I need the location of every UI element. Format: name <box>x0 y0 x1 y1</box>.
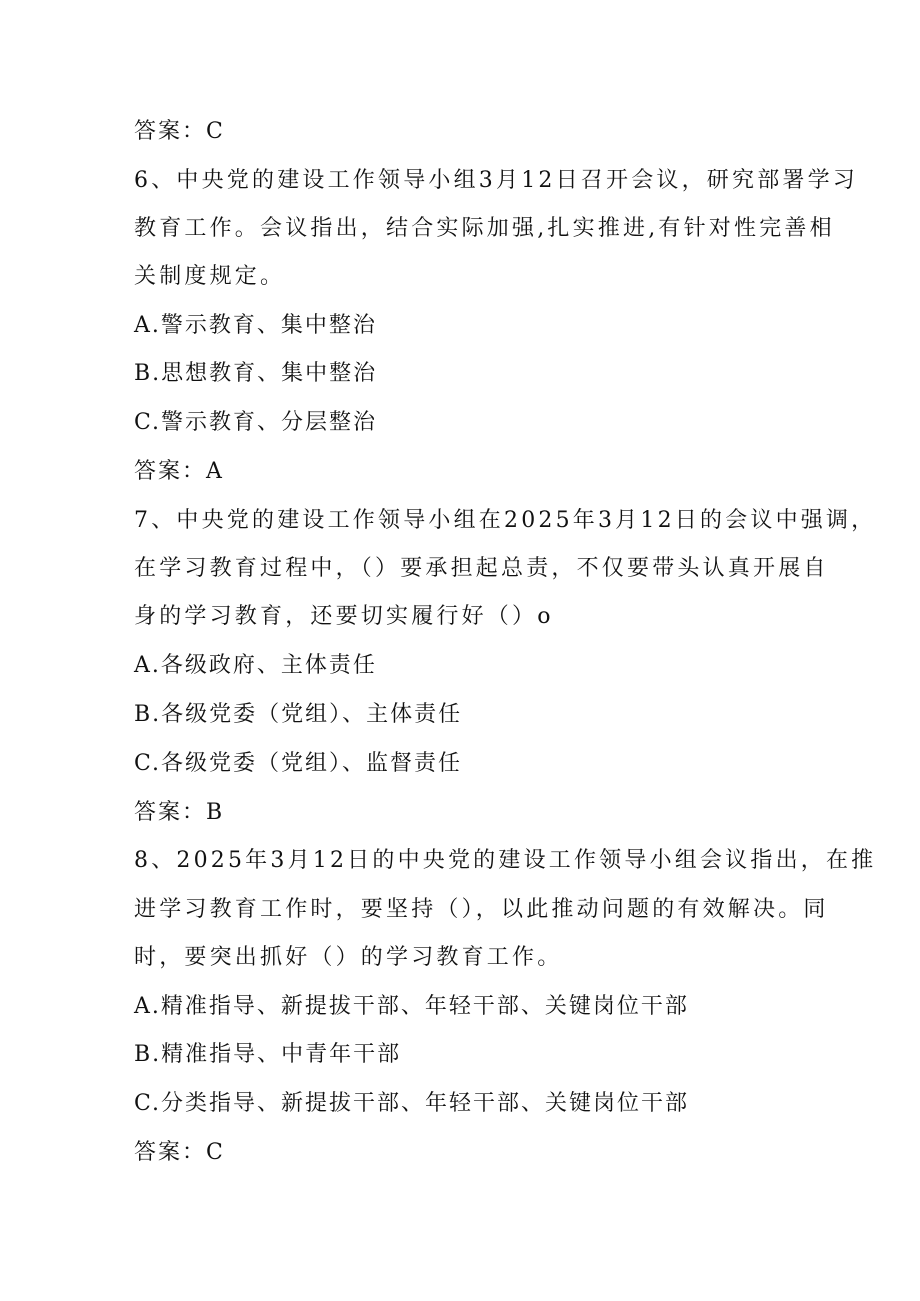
question-8-line-1: 8、2025年3月12日的中央党的建设工作领导小组会议指出，在推 <box>134 848 877 873</box>
question-7-line-1: 7、中央党的建设工作领导小组在2025年3月12日的会议中强调， <box>134 508 877 533</box>
question-8-line-2: 进学习教育工作时，要坚持（），以此推动问题的有效解决。同 <box>134 897 829 922</box>
question-6-line-2: 教育工作。会议指出，结合实际加强,扎实推进,有针对性完善相 <box>134 216 835 241</box>
question-7-option-a: A.各级政府、主体责任 <box>134 653 377 678</box>
question-8-option-c: C.分类指导、新提拔干部、年轻干部、关键岗位干部 <box>134 1091 690 1116</box>
question-6-option-b: B.思想教育、集中整治 <box>134 361 378 386</box>
answer-line: 答案：A <box>134 459 224 484</box>
question-8-line-3: 时，要突出抓好（）的学习教育工作。 <box>134 945 563 970</box>
question-6-line-1: 6、中央党的建设工作领导小组3月12日召开会议，研究部署学习 <box>134 168 858 193</box>
question-6-line-3: 关制度规定。 <box>134 264 286 289</box>
question-6-option-a: A.警示教育、集中整治 <box>134 313 377 338</box>
answer-line: 答案：C <box>134 1140 225 1165</box>
question-8-option-b: B.精准指导、中青年干部 <box>134 1042 402 1067</box>
question-7-line-3: 身的学习教育，还要切实履行好（）o <box>134 604 554 629</box>
question-7-line-2: 在学习教育过程中，（）要承担起总责，不仅要带头认真开展自 <box>134 556 829 581</box>
question-7-option-b: B.各级党委（党组）、主体责任 <box>134 702 463 727</box>
question-7-option-c: C.各级党委（党组）、监督责任 <box>134 751 463 776</box>
question-6-option-c: C.警示教育、分层整治 <box>134 410 378 435</box>
answer-line: 答案：C <box>134 119 225 144</box>
question-8-option-a: A.精准指导、新提拔干部、年轻干部、关键岗位干部 <box>134 994 689 1019</box>
answer-line: 答案：B <box>134 800 225 825</box>
